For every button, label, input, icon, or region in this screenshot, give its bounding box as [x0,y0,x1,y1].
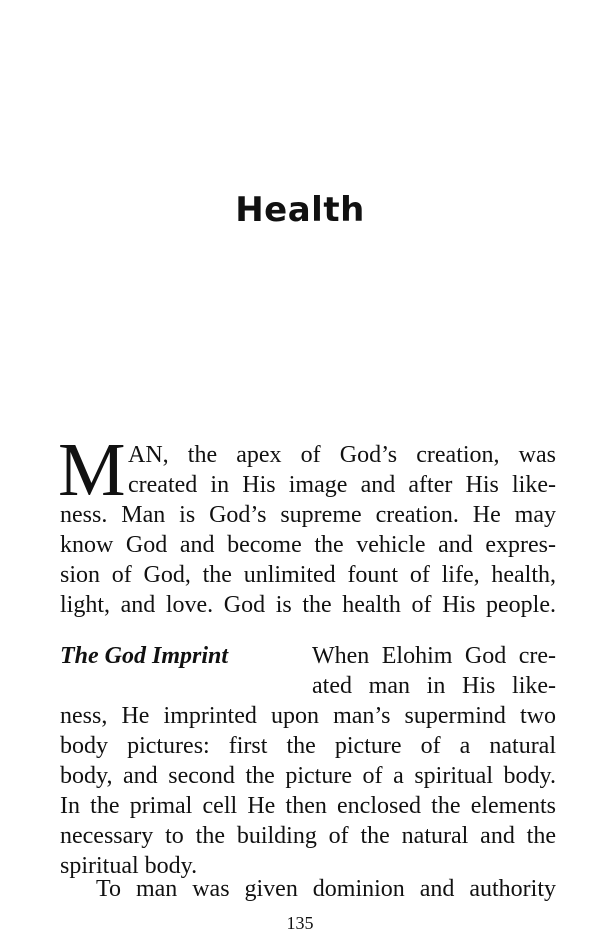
intro-line-3: ness. Man is God’s supreme creation. He may [60,502,556,528]
page-title: Health [235,190,365,230]
section-line-3: body, and second the picture of a spiritual body. [60,763,556,789]
section-line-6: spiritual body. [60,853,198,879]
drop-cap-letter: M [58,428,126,512]
section-indent-line-2: ated man in His like- [312,673,556,699]
page-number: 135 [286,913,314,933]
section-heading: The God Imprint [60,643,229,669]
section-line-4: In the primal cell He then enclosed the elements [60,793,556,819]
intro-line-1: AN, the apex of God’s creation, was [128,442,556,468]
intro-line-6: light, and love. God is the health of His people. [60,592,556,618]
paragraph-start-line: To man was given dominion and authority [96,876,556,902]
section-line-5: necessary to the building of the natural and the [60,823,556,849]
section-line-1: ness, He imprinted upon man’s supermind two [60,703,556,729]
intro-line-4: know God and become the vehicle and expres- [60,532,556,558]
intro-line-5: sion of God, the unlimited fount of life, health, [60,562,556,588]
section-indent-line-1: When Elohim God cre- [312,643,556,669]
section-line-2: body pictures: first the picture of a natural [60,733,556,759]
intro-line-2: created in His image and after His like- [128,472,556,498]
